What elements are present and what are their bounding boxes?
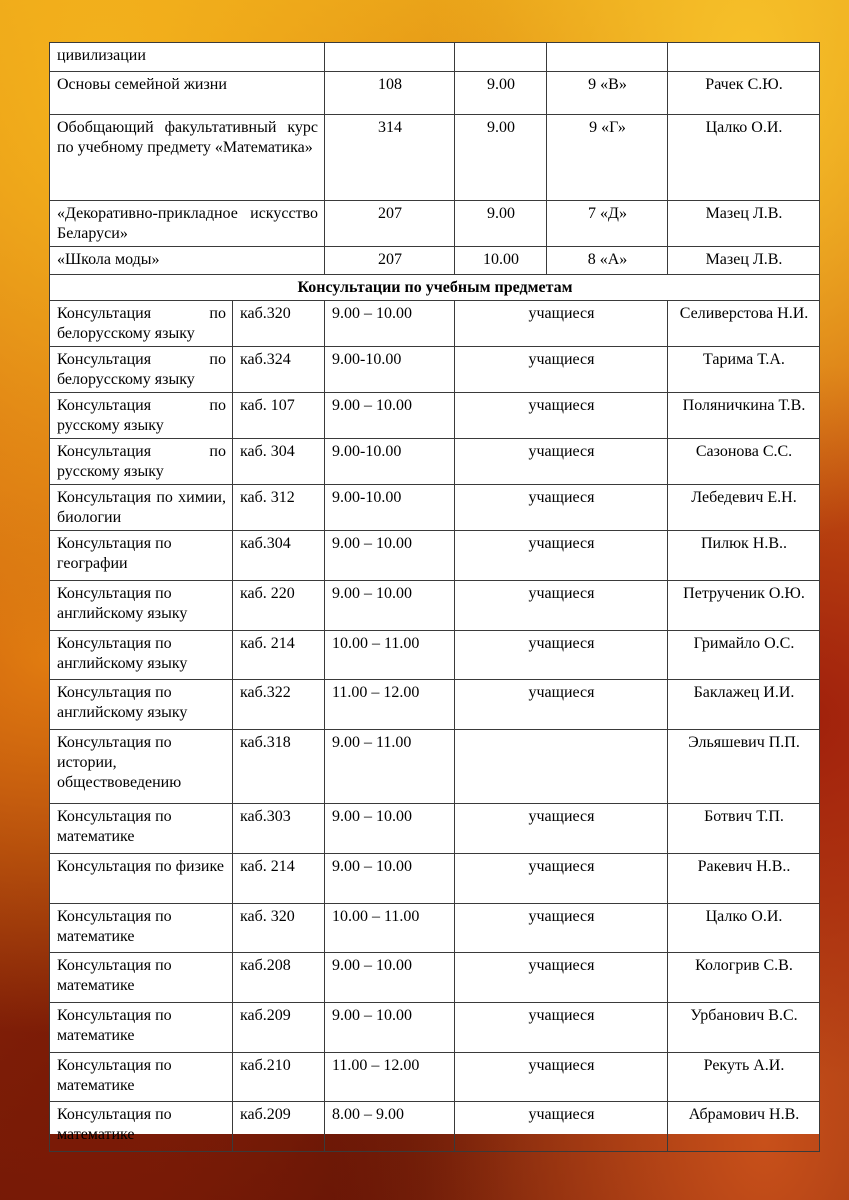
subject-cell: «Школа моды»: [50, 247, 325, 275]
teacher-cell: Абрамович Н.В.: [668, 1102, 820, 1152]
table-row: [50, 115, 820, 201]
time-cell: 9.00: [455, 72, 547, 115]
teacher-cell: Цалко О.И.: [668, 904, 820, 953]
table-row: [50, 1053, 820, 1102]
table-row: [50, 904, 820, 953]
subject-cell: Консультация по русскому языку: [50, 439, 233, 485]
table-row: [50, 393, 820, 439]
subject-cell: «Декоративно-прикладное искусство Беларуси»: [50, 201, 325, 247]
teacher-cell: Урбанович В.С.: [668, 1003, 820, 1053]
subject-cell: Консультация по истории, обществоведению: [50, 730, 233, 804]
who-cell: учащиеся: [455, 854, 668, 904]
table-row: [50, 72, 820, 115]
teacher-cell: [668, 43, 820, 72]
room-cell: каб.318: [233, 730, 325, 804]
subject-cell: Консультация по английскому языку: [50, 680, 233, 730]
who-cell: учащиеся: [455, 581, 668, 631]
table-row: [50, 1003, 820, 1053]
subject-cell: Консультация по белорусскому языку: [50, 347, 233, 393]
who-cell: учащиеся: [455, 439, 668, 485]
who-cell: учащиеся: [455, 531, 668, 581]
who-cell: учащиеся: [455, 485, 668, 531]
teacher-cell: Эльяшевич П.П.: [668, 730, 820, 804]
time-cell: 9.00-10.00: [325, 347, 455, 393]
time-cell: 9.00-10.00: [325, 439, 455, 485]
table-row: [50, 301, 820, 347]
teacher-cell: Селиверстова Н.И.: [668, 301, 820, 347]
teacher-cell: Кологрив С.В.: [668, 953, 820, 1003]
subject-cell: Консультация по английскому языку: [50, 581, 233, 631]
teacher-cell: Гримайло О.С.: [668, 631, 820, 680]
table-row: [50, 631, 820, 680]
who-cell: учащиеся: [455, 393, 668, 439]
room-cell: каб.209: [233, 1003, 325, 1053]
who-cell: учащиеся: [455, 347, 668, 393]
room-cell: каб. 220: [233, 581, 325, 631]
time-cell: 9.00 – 10.00: [325, 804, 455, 854]
subject-cell: Консультация по математике: [50, 1053, 233, 1102]
table-row: [50, 439, 820, 485]
table-row: [50, 581, 820, 631]
teacher-cell: Ботвич Т.П.: [668, 804, 820, 854]
who-cell: учащиеся: [455, 301, 668, 347]
teacher-cell: Баклажец И.И.: [668, 680, 820, 730]
time-cell: 9.00 – 10.00: [325, 301, 455, 347]
teacher-cell: Ракевич Н.В..: [668, 854, 820, 904]
class-cell: 8 «А»: [547, 247, 668, 275]
table-row: [50, 247, 820, 275]
teacher-cell: Поляничкина Т.В.: [668, 393, 820, 439]
table-row: [50, 43, 820, 72]
class-cell: 9 «Г»: [547, 115, 668, 201]
subject-cell: Консультация по английскому языку: [50, 631, 233, 680]
time-cell: 9.00 – 10.00: [325, 581, 455, 631]
room-cell: каб. 214: [233, 631, 325, 680]
time-cell: 10.00: [455, 247, 547, 275]
room-cell: [325, 43, 455, 72]
time-cell: 10.00 – 11.00: [325, 631, 455, 680]
time-cell: 9.00 – 10.00: [325, 531, 455, 581]
room-cell: каб. 214: [233, 854, 325, 904]
class-cell: 7 «Д»: [547, 201, 668, 247]
table-row: [50, 854, 820, 904]
table-row: [50, 485, 820, 531]
subject-cell: Консультация по химии, биологии: [50, 485, 233, 531]
room-cell: каб.304: [233, 531, 325, 581]
room-cell: каб.210: [233, 1053, 325, 1102]
time-cell: 8.00 – 9.00: [325, 1102, 455, 1152]
time-cell: 9.00: [455, 115, 547, 201]
room-cell: каб.208: [233, 953, 325, 1003]
section-title: Консультации по учебным предметам: [50, 275, 820, 301]
time-cell: 9.00-10.00: [325, 485, 455, 531]
who-cell: учащиеся: [455, 680, 668, 730]
table-row: [50, 201, 820, 247]
who-cell: учащиеся: [455, 631, 668, 680]
who-cell: [455, 730, 668, 804]
time-cell: 10.00 – 11.00: [325, 904, 455, 953]
teacher-cell: Тарима Т.А.: [668, 347, 820, 393]
room-cell: 314: [325, 115, 455, 201]
class-cell: [547, 43, 668, 72]
who-cell: учащиеся: [455, 904, 668, 953]
subject-cell: Консультация по русскому языку: [50, 393, 233, 439]
room-cell: каб.303: [233, 804, 325, 854]
time-cell: 9.00 – 10.00: [325, 1003, 455, 1053]
time-cell: 9.00 – 11.00: [325, 730, 455, 804]
table-row: [50, 680, 820, 730]
who-cell: учащиеся: [455, 804, 668, 854]
time-cell: 11.00 – 12.00: [325, 680, 455, 730]
room-cell: каб. 320: [233, 904, 325, 953]
table-row: [50, 531, 820, 581]
document-page: [49, 42, 819, 1143]
time-cell: [455, 43, 547, 72]
time-cell: 11.00 – 12.00: [325, 1053, 455, 1102]
subject-cell: Консультация по белорусскому языку: [50, 301, 233, 347]
room-cell: каб.209: [233, 1102, 325, 1152]
section-header-row: [50, 275, 820, 301]
table-row: [50, 347, 820, 393]
room-cell: каб. 304: [233, 439, 325, 485]
teacher-cell: Рачек С.Ю.: [668, 72, 820, 115]
time-cell: 9.00 – 10.00: [325, 854, 455, 904]
who-cell: учащиеся: [455, 953, 668, 1003]
schedule-table: [49, 42, 820, 1152]
teacher-cell: Цалко О.И.: [668, 115, 820, 201]
subject-cell: Консультация по географии: [50, 531, 233, 581]
teacher-cell: Мазец Л.В.: [668, 201, 820, 247]
who-cell: учащиеся: [455, 1053, 668, 1102]
teacher-cell: Рекуть А.И.: [668, 1053, 820, 1102]
subject-cell: цивилизации: [50, 43, 325, 72]
subject-cell: Основы семейной жизни: [50, 72, 325, 115]
time-cell: 9.00 – 10.00: [325, 953, 455, 1003]
teacher-cell: Петрученик О.Ю.: [668, 581, 820, 631]
teacher-cell: Сазонова С.С.: [668, 439, 820, 485]
room-cell: каб.322: [233, 680, 325, 730]
subject-cell: Консультация по математике: [50, 1102, 233, 1152]
room-cell: 207: [325, 247, 455, 275]
subject-cell: Консультация по математике: [50, 904, 233, 953]
room-cell: 207: [325, 201, 455, 247]
room-cell: каб. 312: [233, 485, 325, 531]
room-cell: каб.320: [233, 301, 325, 347]
teacher-cell: Лебедевич Е.Н.: [668, 485, 820, 531]
subject-cell: Консультация по математике: [50, 1003, 233, 1053]
class-cell: 9 «В»: [547, 72, 668, 115]
subject-cell: Консультация по физике: [50, 854, 233, 904]
who-cell: учащиеся: [455, 1003, 668, 1053]
room-cell: каб.324: [233, 347, 325, 393]
who-cell: учащиеся: [455, 1102, 668, 1152]
room-cell: каб. 107: [233, 393, 325, 439]
table-row: [50, 804, 820, 854]
subject-cell: Консультация по математике: [50, 953, 233, 1003]
subject-cell: Обобщающий факультативный курс по учебному предмету «Математика»: [50, 115, 325, 201]
table-row: [50, 730, 820, 804]
table-row: [50, 953, 820, 1003]
teacher-cell: Пилюк Н.В..: [668, 531, 820, 581]
time-cell: 9.00 – 10.00: [325, 393, 455, 439]
room-cell: 108: [325, 72, 455, 115]
table-row: [50, 1102, 820, 1152]
time-cell: 9.00: [455, 201, 547, 247]
teacher-cell: Мазец Л.В.: [668, 247, 820, 275]
subject-cell: Консультация по математике: [50, 804, 233, 854]
